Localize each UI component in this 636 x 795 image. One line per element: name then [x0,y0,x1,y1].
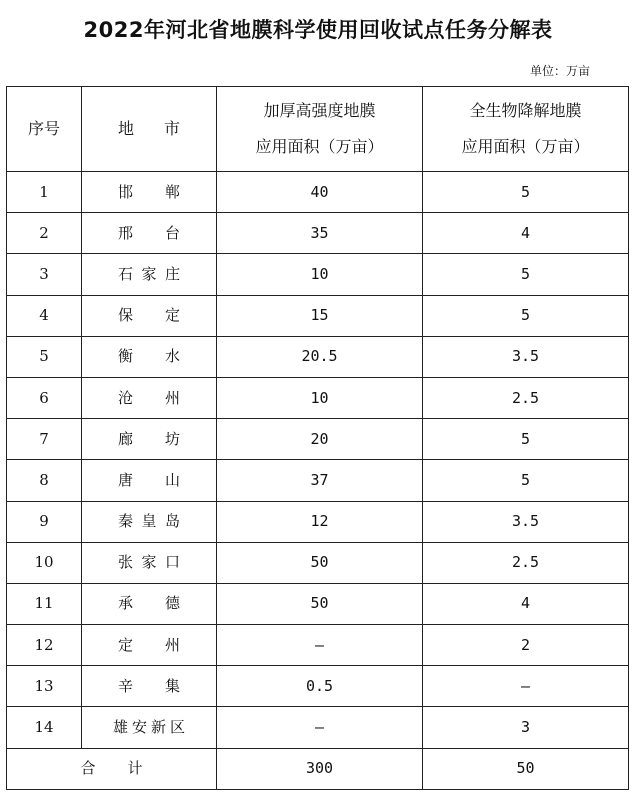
row-bio-film: – [423,666,629,707]
row-city-label: 辛集 [118,676,180,695]
row-bio-film: 2 [423,625,629,666]
row-city [82,542,217,583]
table-row [7,460,629,501]
row-thick-film: 20 [217,419,423,460]
row-index: 11 [7,583,82,624]
table-row [7,542,629,583]
header-index: 序号 [7,87,82,172]
row-thick-film: – [217,625,423,666]
row-bio-film: 5 [423,295,629,336]
row-index: 5 [7,336,82,377]
header-bio-film [423,87,629,172]
row-city [82,172,217,213]
row-city [82,707,217,748]
row-thick-film: 50 [217,583,423,624]
row-bio-film: 3.5 [423,336,629,377]
row-city [82,419,217,460]
row-city-label: 唐山 [118,470,180,489]
row-city-label: 张家口 [118,553,180,572]
table-row [7,213,629,254]
row-city [82,583,217,624]
row-bio-film: 2.5 [423,542,629,583]
row-city-label: 秦皇岛 [118,512,180,531]
row-bio-film: 4 [423,213,629,254]
table-row [7,172,629,213]
row-bio-film: 2.5 [423,377,629,418]
row-bio-film: 5 [423,460,629,501]
table-row [7,707,629,748]
row-city [82,377,217,418]
table-row [7,583,629,624]
table-row [7,295,629,336]
row-thick-film: 50 [217,542,423,583]
total-thick: 300 [217,748,423,789]
row-city [82,460,217,501]
table-row [7,625,629,666]
table-row [7,666,629,707]
row-city-label: 定州 [118,635,180,654]
row-thick-film: 37 [217,460,423,501]
row-thick-film: 10 [217,254,423,295]
row-city-label: 衡水 [118,347,180,366]
header-bio-line2: 应用面积（万亩） [461,137,590,156]
header-bio-line1: 全生物降解地膜 [469,101,582,120]
task-table [6,86,629,790]
row-city-label: 廊坊 [118,429,180,448]
row-city [82,336,217,377]
row-city-label: 石家庄 [118,264,180,283]
row-city [82,213,217,254]
row-index: 10 [7,542,82,583]
row-thick-film: 35 [217,213,423,254]
header-thick-film [217,87,423,172]
row-thick-film: 20.5 [217,336,423,377]
table-row [7,377,629,418]
total-label: 合 计 [80,759,143,778]
row-bio-film: 5 [423,254,629,295]
header-thick-line2: 应用面积（万亩） [255,137,384,156]
row-index: 8 [7,460,82,501]
row-bio-film: 3.5 [423,501,629,542]
header-city [82,87,217,172]
row-index: 3 [7,254,82,295]
row-city-label: 邯郸 [118,182,180,201]
header-thick-line1: 加厚高强度地膜 [263,101,376,120]
row-city-label: 雄安新区 [113,718,185,737]
unit-label: 单位：万亩 [529,64,590,78]
row-city [82,254,217,295]
row-city-label: 保定 [118,306,180,325]
row-index: 1 [7,172,82,213]
row-thick-film: 15 [217,295,423,336]
table-total-row [7,748,629,789]
total-label-cell [7,748,217,789]
row-bio-film: 5 [423,172,629,213]
row-bio-film: 5 [423,419,629,460]
row-city-label: 承德 [118,594,180,613]
table-row [7,336,629,377]
table-header-row [7,87,629,172]
row-thick-film: 0.5 [217,666,423,707]
row-index: 13 [7,666,82,707]
total-bio: 50 [423,748,629,789]
row-city [82,501,217,542]
row-thick-film: – [217,707,423,748]
row-index: 9 [7,501,82,542]
row-index: 12 [7,625,82,666]
row-index: 14 [7,707,82,748]
row-index: 7 [7,419,82,460]
table-row [7,501,629,542]
row-index: 6 [7,377,82,418]
row-thick-film: 12 [217,501,423,542]
page-title: 2022年河北省地膜科学使用回收试点任务分解表 [83,18,553,42]
row-city-label: 邢台 [118,223,180,242]
row-city-label: 沧州 [118,388,180,407]
row-city [82,625,217,666]
row-bio-film: 4 [423,583,629,624]
row-index: 4 [7,295,82,336]
table-row [7,254,629,295]
row-bio-film: 3 [423,707,629,748]
row-thick-film: 10 [217,377,423,418]
row-city [82,295,217,336]
row-index: 2 [7,213,82,254]
table-row [7,419,629,460]
row-city [82,666,217,707]
header-city-label: 地 市 [118,119,180,138]
row-thick-film: 40 [217,172,423,213]
